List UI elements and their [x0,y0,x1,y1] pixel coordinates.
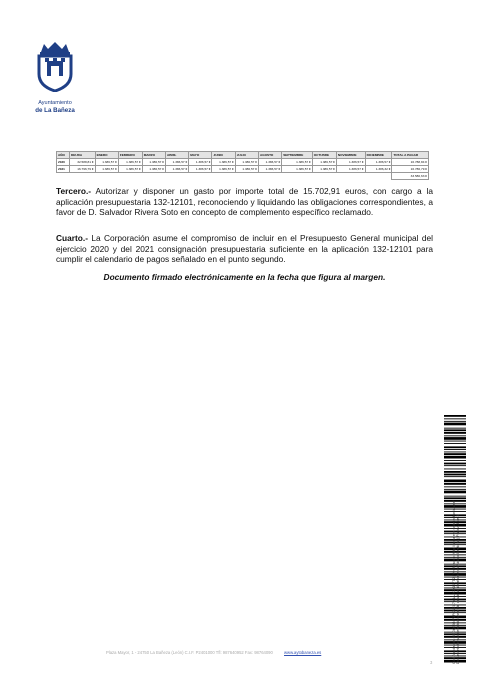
column-header: JUNIO [212,152,235,159]
validation-line-2: Documento firmado electrónicamente desde la plataforma esPublico Gestiona | Página 3 de 3 [456,514,461,664]
blank-cell [57,173,392,180]
amount-cell: 1.386,57 € [165,166,188,173]
validation-line-1: Cód. Validación: 6EDQ6ANP3FCN2X7Y4AJX2CDYT2 | Verificación: http://labaneza.sedelectronica.es/ [452,500,456,664]
cuarto-paragraph [56,233,433,265]
amount-cell: 1.386,57 € [365,159,392,166]
table-header-row [57,152,429,159]
amount-cell: 1.386,57 € [118,159,142,166]
page-number: 3 [430,660,433,665]
amount-cell: 1.386,57 € [282,166,313,173]
tercero-label: Tercero.- [56,186,92,196]
amount-cell: 16.796,79 € [70,166,96,173]
amount-cell: 1.386,57 € [212,166,235,173]
amount-cell: 1.386,57 € [212,159,235,166]
column-header: NOVIEMBRE [336,152,365,159]
table-row [57,159,429,166]
amount-cell: 1.386,57 € [258,159,281,166]
column-header: OCTUBRE [312,152,336,159]
amount-cell: 1.386,57 € [95,159,118,166]
amount-cell: 1.386,57 € [95,166,118,173]
amount-cell: 16.788,84 € [392,159,429,166]
logo-line-2: de La Bañeza [35,107,75,114]
coat-of-arms-icon [34,40,76,92]
table-row [57,166,429,173]
validation-margin-text [452,501,461,664]
amount-cell: 1.386,57 € [142,159,165,166]
cuarto-label: Cuarto.- [56,233,88,243]
logo-caption [26,100,84,114]
footer-website-link[interactable]: www.aytobaneza.es [284,650,322,655]
amount-cell: 1.386,57 € [312,159,336,166]
column-header: MARZO [142,152,165,159]
column-header: TOTAL A PAGAR [392,152,429,159]
column-header: ABRIL [165,152,188,159]
footer [106,650,436,655]
amount-cell: 1.386,57 € [235,159,258,166]
tercero-paragraph [56,186,433,218]
column-header: MAYO [189,152,212,159]
payments-table [56,151,429,180]
amount-cell: 1.386,57 € [336,159,365,166]
column-header: JULIO [235,152,258,159]
tercero-text: Autorizar y disponer un gasto por importe total de 15.702,91 euros, con cargo a la aplicación presupuestaria 132-12101, reconociendo y liquidando las obligaciones correspondientes, a favor de D. Salvador Rivera Soto en concepto de complemento específico reclamado. [56,186,433,218]
amount-cell: 1.386,57 € [282,159,313,166]
grand-total-row [57,173,429,180]
grand-total-cell: 33.580,63 € [392,173,429,180]
year-cell: 2020 [57,159,70,166]
column-header: DICIEMBRE [365,152,392,159]
amount-cell: 1.386,57 € [189,159,212,166]
cuarto-text: La Corporación asume el compromiso de incluir en el Presupuesto General municipal del ejercicio 2020 y del 2021 consignación presupuestaria suficiente en la aplicación 132-12101 para cumplir el calendario de pagos señalado en el punto segundo. [56,233,433,265]
amount-cell: 1.386,57 € [165,159,188,166]
footer-address: Plaza Mayor, 1 - 24750 La Bañeza (León) C.I.F. P2401000 Tfl: 987640952 Fax: 98764090 [106,650,273,655]
column-header: SEPTIEMBRE [282,152,313,159]
amount-cell: 1.386,57 € [258,166,281,173]
amount-cell: 1.386,57 € [235,166,258,173]
signature-note: Documento firmado electrónicamente en la fecha que figura al margen. [103,272,386,282]
column-header: DEUDA [70,152,96,159]
column-header: FEBRERO [118,152,142,159]
amount-cell: 1.386,57 € [118,166,142,173]
amount-cell: 16.786,79 € [392,166,429,173]
amount-cell: 1.386,57 € [336,166,365,173]
amount-cell: 32.588,81 € [70,159,96,166]
amount-cell: 1.386,32 € [365,166,392,173]
column-header: AÑO [57,152,70,159]
column-header: ENERO [95,152,118,159]
amount-cell: 1.386,57 € [189,166,212,173]
amount-cell: 1.386,57 € [142,166,165,173]
logo-line-1: Ayuntamiento [38,100,72,106]
year-cell: 2021 [57,166,70,173]
column-header: AGOSTO [258,152,281,159]
amount-cell: 1.386,57 € [312,166,336,173]
